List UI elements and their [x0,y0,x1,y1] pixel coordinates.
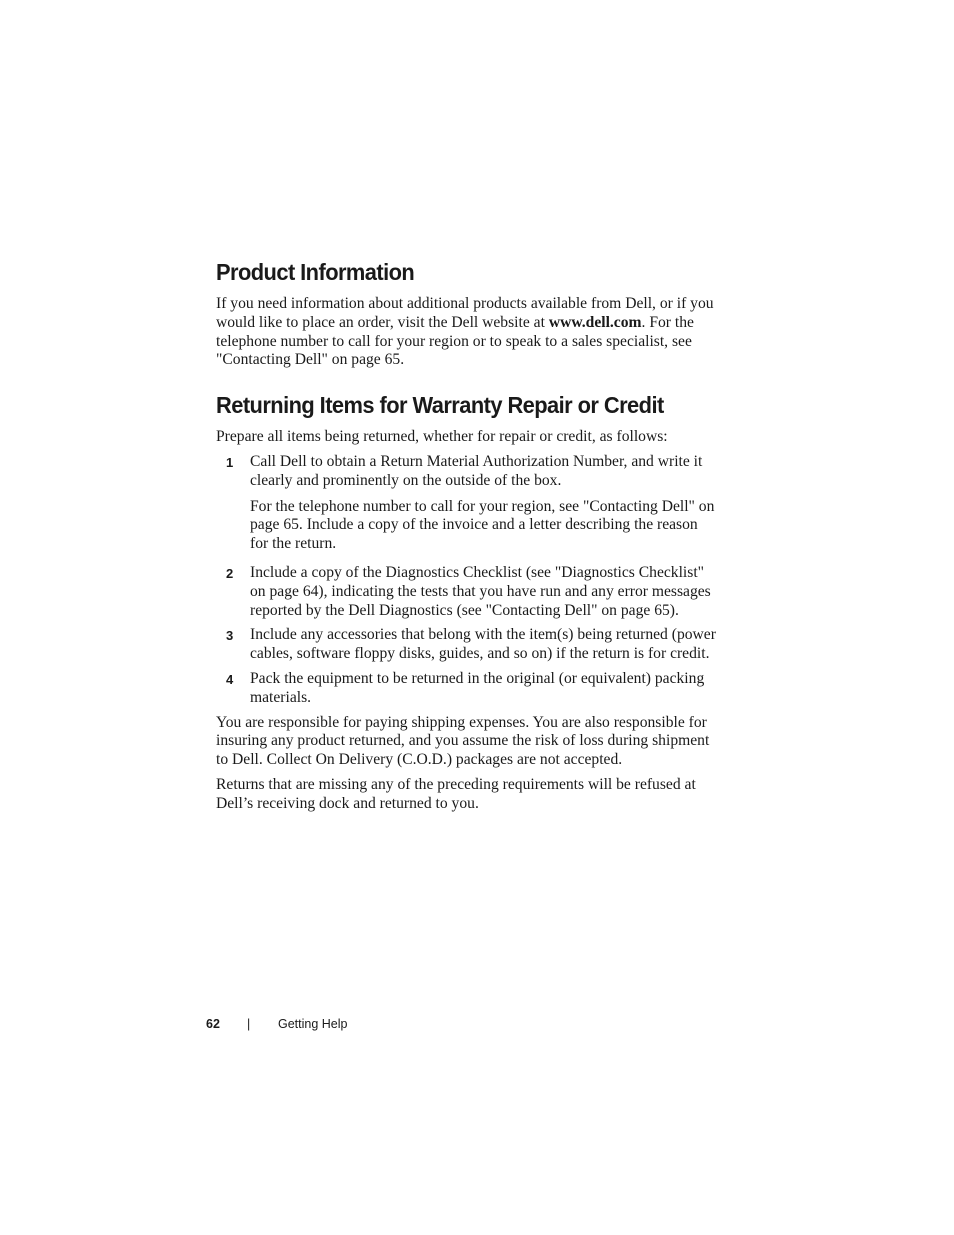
list-item [216,564,716,620]
step-subparagraph: For the telephone number to call for your region, see "Contacting Dell" on page 65. Include a copy of the invoice and a letter describing the reason for the return. [250,497,715,553]
section-title-returning-items: Returning Items for Warranty Repair or Credit [216,392,664,419]
page-number: 62 [206,1017,220,1031]
list-item [216,670,716,708]
step-text: Pack the equipment to be returned in the original (or equivalent) packing materials. [250,669,705,706]
product-information-paragraph [216,295,716,370]
step-number: 1 [226,454,234,470]
paragraph-text-end: . For the telephone number to call for your region or to speak to a sales specialist, see "Contacting Dell" on page 65. [216,313,694,369]
step-text: Include a copy of the Diagnostics Checklist (see "Diagnostics Checklist" on page 64), indicating the tests that you have run and any error messages reported by the Dell Diagnostics (see "Contacting Dell" on page 65). [250,563,711,619]
footer-separator: | [247,1017,251,1031]
paragraph-text-start: If you need information about additional products available from Dell, or if you would like to place an order, visit the Dell website at [216,295,714,331]
footer-section-name: Getting Help [278,1017,348,1031]
section-title-product-information: Product Information [216,259,415,285]
closing-paragraph: Returns that are missing any of the preceding requirements will be refused at Dell’s receiving dock and returned to you. [216,775,696,812]
step-text: Call Dell to obtain a Return Material Authorization Number, and write it clearly and prominently on the outside of the box. [250,452,703,489]
returning-intro-paragraph: Prepare all items being returned, whether for repair or credit, as follows: [216,428,668,446]
list-item [216,626,716,664]
step-number: 4 [226,671,234,687]
page-content [216,252,716,814]
step-text: Include any accessories that belong with the item(s) being returned (power cables, software floppy disks, guides, and so on) if the return is for credit. [250,626,716,663]
return-steps-list [216,453,716,708]
responsibility-paragraph: You are responsible for paying shipping expenses. You are also responsible for insuring any product returned, and you assume the risk of loss during shipment to Dell. Collect On Delivery (C.O.D.) packages are not accepted. [216,713,710,769]
list-item [216,453,716,554]
step-number: 3 [226,628,234,644]
step-number: 2 [226,565,234,581]
dell-website-link[interactable]: www.dell.com [548,313,642,331]
